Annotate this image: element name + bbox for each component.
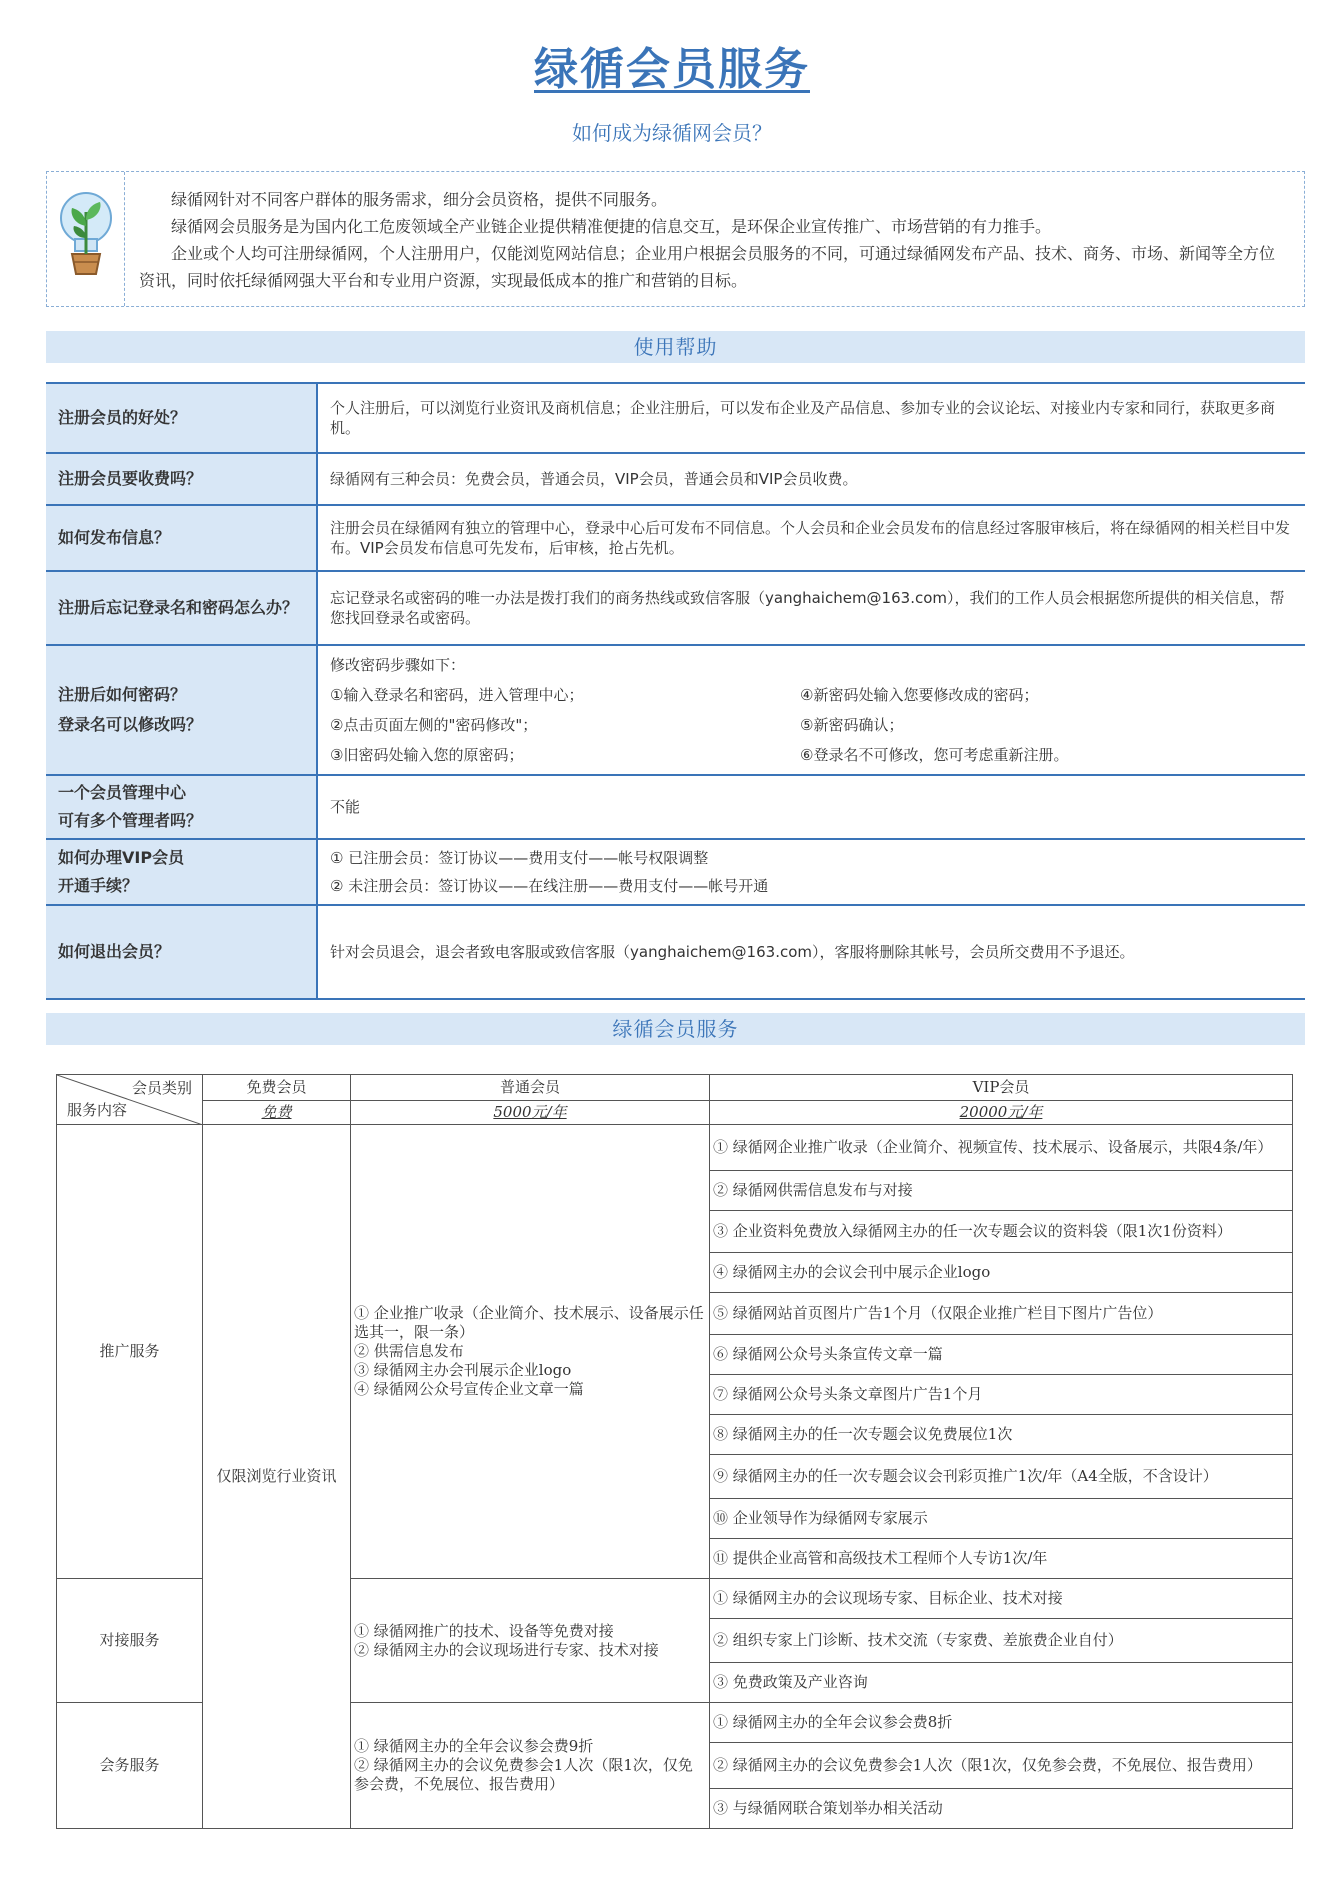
table-row: [46, 905, 1305, 999]
intro-paragraph: 企业或个人均可注册绿循网，个人注册用户，仅能浏览网站信息；企业用户根据会员服务的不同，可通过绿循网发布产品、技术、商务、市场、新闻等全方位资讯，同时依托绿循网强大平台和专业用户资源，实现最低成本的推广和营销的目标。: [139, 244, 1276, 290]
vip-item: ⑪ 提供企业高管和高级技术工程师个人专访1次/年: [710, 1539, 1293, 1579]
question-line: 可有多个管理者吗？: [58, 811, 203, 830]
answer-cell: 忘记登录名或密码的唯一办法是拨打我们的商务热线或致信客服（yanghaichem@163.com），我们的工作人员会根据您所提供的相关信息，帮您找回登录名或密码。: [317, 571, 1305, 645]
table-row: [46, 645, 1305, 775]
normal-match-cell: [351, 1579, 710, 1703]
question-cell: 注册后忘记登录名和密码怎么办？: [46, 571, 317, 645]
answer-cell: [317, 645, 1305, 775]
answer-line: ② 未注册会员：签订协议——在线注册——费用支付——帐号开通: [330, 877, 769, 895]
price-cell: 5000元/年: [351, 1101, 710, 1125]
normal-promo-item: ① 企业推广收录（企业简介、技术展示、设备展示任选其一，限一条）: [354, 1304, 704, 1341]
normal-conf-cell: [351, 1703, 710, 1829]
vip-item: ③ 企业资料免费放入绿循网主办的任一次专题会议的资料袋（限1次1份资料）: [710, 1211, 1293, 1253]
normal-conf-item: ② 绿循网主办的会议免费参会1人次（限1次，仅免参会费，不免展位、报告费用）: [354, 1756, 693, 1793]
password-step: ⑤新密码确认；: [800, 716, 904, 734]
help-banner: 使用帮助: [46, 331, 1305, 363]
answer-cell: 不能: [317, 775, 1305, 839]
question-cell: 如何发布信息？: [46, 505, 317, 571]
question-line: 如何办理VIP会员: [58, 848, 185, 867]
vip-item: ⑤ 绿循网站首页图片广告1个月（仅限企业推广栏目下图片广告位）: [710, 1293, 1293, 1335]
table-row: [46, 453, 1305, 505]
question-cell: 注册会员的好处？: [46, 383, 317, 453]
price-cell: 20000元/年: [710, 1101, 1293, 1125]
password-steps: [330, 655, 1293, 765]
vip-item: ⑥ 绿循网公众号头条宣传文章一篇: [710, 1335, 1293, 1375]
corner-label-content: 服务内容: [67, 1101, 128, 1119]
header-row: [57, 1075, 1293, 1101]
vip-item: ⑨ 绿循网主办的任一次专题会议会刊彩页推广1次/年（A4全版，不含设计）: [710, 1455, 1293, 1499]
password-steps-intro: 修改密码步骤如下：: [330, 656, 466, 674]
answer-cell: [317, 839, 1305, 905]
category-cell: 推广服务: [57, 1125, 203, 1579]
intro-paragraph: 绿循网针对不同客户群体的服务需求，细分会员资格，提供不同服务。: [171, 190, 668, 209]
vip-item: ② 绿循网供需信息发布与对接: [710, 1171, 1293, 1211]
question-line: 一个会员管理中心: [58, 783, 187, 802]
vip-item: ⑦ 绿循网公众号头条文章图片广告1个月: [710, 1375, 1293, 1415]
vip-item: ② 绿循网主办的会议免费参会1人次（限1次，仅免参会费，不免展位、报告费用）: [710, 1743, 1293, 1789]
question-cell: [46, 775, 317, 839]
free-member-cell: 仅限浏览行业资讯: [203, 1125, 351, 1829]
vip-item: ③ 与绿循网联合策划举办相关活动: [710, 1789, 1293, 1829]
normal-promo-item: ② 供需信息发布: [354, 1342, 464, 1360]
question-line: 注册后如何密码？: [58, 685, 187, 704]
corner-label-category: 会员类别: [131, 1079, 192, 1097]
question-cell: [46, 839, 317, 905]
category-cell: 会务服务: [57, 1703, 203, 1829]
password-step: ⑥登录名不可修改，您可考虑重新注册。: [800, 746, 1069, 764]
price-cell: 免费: [203, 1101, 351, 1125]
question-line: 开通手续？: [58, 876, 139, 895]
password-step: ④新密码处输入您要修改成的密码；: [800, 686, 1039, 704]
vip-item: ① 绿循网企业推广收录（企业简介、视频宣传、技术展示、设备展示，共限4条/年）: [710, 1125, 1293, 1171]
question-line: 登录名可以修改吗？: [58, 715, 203, 734]
answer-cell: 个人注册后，可以浏览行业资讯及商机信息；企业注册后，可以发布企业及产品信息、参加专业的会议论坛、对接业内专家和同行，获取更多商机。: [317, 383, 1305, 453]
page-subtitle: 如何成为绿循网会员？: [572, 121, 772, 145]
intro-icon-cell: [47, 172, 125, 306]
price-row: [57, 1101, 1293, 1125]
vip-item: ⑧ 绿循网主办的任一次专题会议免费展位1次: [710, 1415, 1293, 1455]
password-step: ③旧密码处输入您的原密码；: [330, 746, 524, 764]
question-cell: [46, 645, 317, 775]
vip-item: ② 组织专家上门诊断、技术交流（专家费、差旅费企业自付）: [710, 1619, 1293, 1663]
normal-promo-cell: [351, 1125, 710, 1579]
services-banner: 绿循会员服务: [46, 1013, 1305, 1045]
table-row: [46, 383, 1305, 453]
column-header: 免费会员: [203, 1075, 351, 1101]
corner-header-cell: [57, 1075, 203, 1125]
table-row: [46, 839, 1305, 905]
table-row: [46, 775, 1305, 839]
table-row: [46, 571, 1305, 645]
normal-match-item: ② 绿循网主办的会议现场进行专家、技术对接: [354, 1640, 659, 1659]
intro-text: [139, 186, 1289, 294]
password-step: ①输入登录名和密码，进入管理中心；: [330, 686, 584, 704]
vip-item: ④ 绿循网主办的会议会刊中展示企业logo: [710, 1253, 1293, 1293]
category-cell: 对接服务: [57, 1579, 203, 1703]
help-table: [46, 382, 1305, 1000]
password-step: ②点击页面左侧的"密码修改"；: [330, 716, 538, 734]
column-header: VIP会员: [710, 1075, 1293, 1101]
question-cell: 注册会员要收费吗？: [46, 453, 317, 505]
table-row: [46, 505, 1305, 571]
vip-item: ① 绿循网主办的会议现场专家、目标企业、技术对接: [710, 1579, 1293, 1619]
answer-cell: 针对会员退会，退会者致电客服或致信客服（yanghaichem@163.com），客服将删除其帐号，会员所交费用不予退还。: [317, 905, 1305, 999]
lightbulb-plant-icon: [56, 184, 116, 284]
answer-line: ① 已注册会员：签订协议——费用支付——帐号权限调整: [330, 849, 709, 867]
normal-conf-item: ① 绿循网主办的全年会议参会费9折: [354, 1737, 594, 1755]
normal-promo-item: ④ 绿循网公众号宣传企业文章一篇: [354, 1380, 584, 1398]
services-table: [56, 1074, 1293, 1829]
answer-cell: 绿循网有三种会员：免费会员，普通会员，VIP会员，普通会员和VIP会员收费。: [317, 453, 1305, 505]
column-header: 普通会员: [351, 1075, 710, 1101]
table-row: [57, 1125, 1293, 1171]
vip-item: ① 绿循网主办的全年会议参会费8折: [710, 1703, 1293, 1743]
normal-match-item: ① 绿循网推广的技术、设备等免费对接: [354, 1621, 614, 1640]
intro-box: [46, 171, 1305, 307]
answer-cell: 注册会员在绿循网有独立的管理中心，登录中心后可发布不同信息。个人会员和企业会员发布的信息经过客服审核后，将在绿循网的相关栏目中发布。VIP会员发布信息可先发布，后审核，抢占先机。: [317, 505, 1305, 571]
intro-paragraph: 绿循网会员服务是为国内化工危废领域全产业链企业提供精准便捷的信息交互，是环保企业宣传推广、市场营销的有力推手。: [171, 217, 1052, 236]
question-cell: 如何退出会员？: [46, 905, 317, 999]
page-title: 绿循会员服务: [534, 44, 810, 95]
vip-item: ③ 免费政策及产业咨询: [710, 1663, 1293, 1703]
vip-item: ⑩ 企业领导作为绿循网专家展示: [710, 1499, 1293, 1539]
normal-promo-item: ③ 绿循网主办会刊展示企业logo: [354, 1361, 572, 1379]
